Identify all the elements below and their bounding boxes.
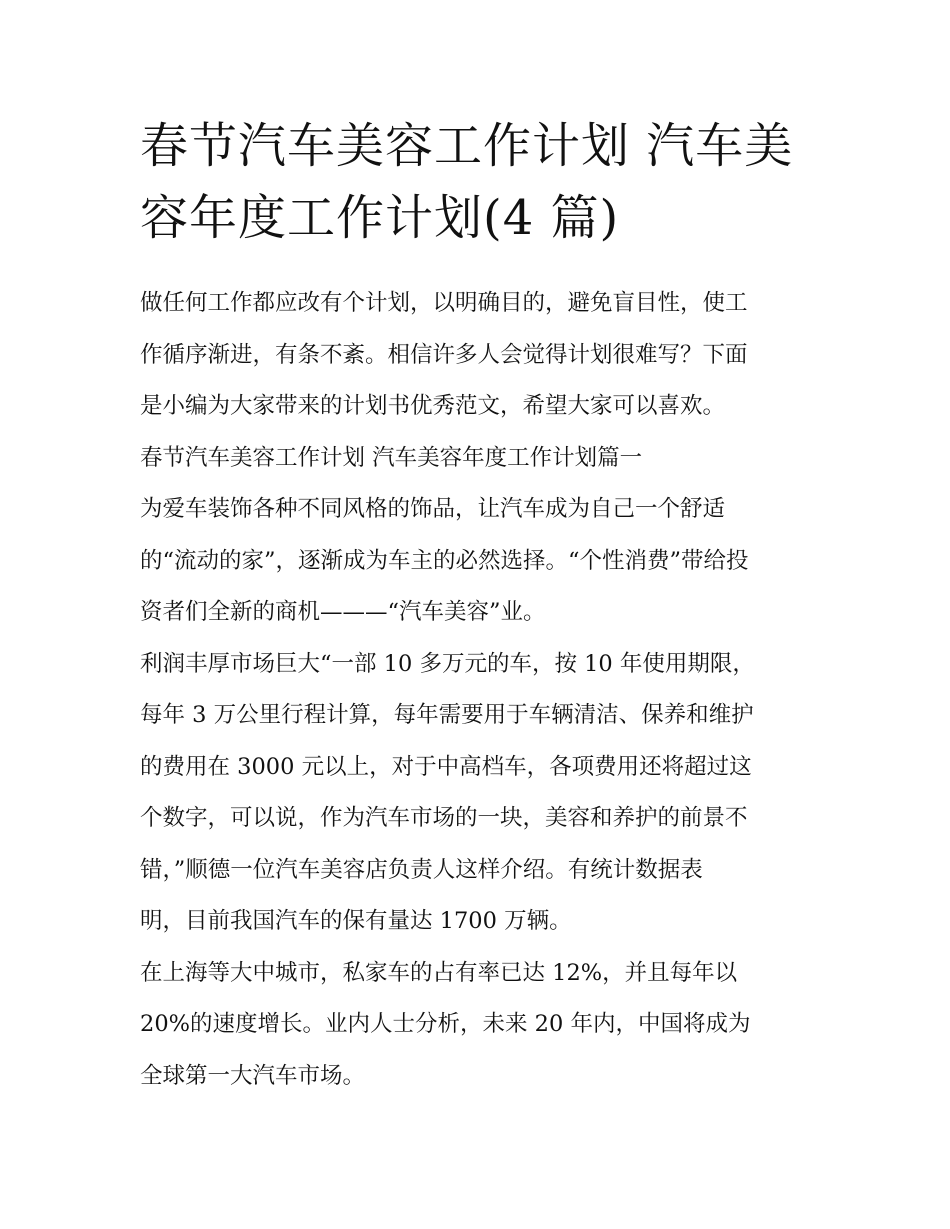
title-line-2: 容年度工作计划(4 篇) xyxy=(140,190,620,246)
text-line: 作循序渐进，有条不紊。相信许多人会觉得计划很难写？下面 xyxy=(140,341,748,368)
text-line: 利润丰厚市场巨大“一部 10 多万元的车，按 10 年使用期限， xyxy=(140,650,755,677)
paragraph-market xyxy=(140,639,830,948)
text-line: 在上海等大中城市，私家车的占有率已达 12%，并且每年以 xyxy=(140,959,738,986)
text-line: 全球第一大汽车市场。 xyxy=(140,1062,366,1089)
paragraph-growth xyxy=(140,948,830,1103)
paragraph-decoration xyxy=(140,484,830,639)
document-body xyxy=(140,278,830,1102)
text-line: 错，”顺德一位汽车美容店负责人这样介绍。有统计数据表 xyxy=(140,856,703,883)
text-line: 明，目前我国汽车的保有量达 1700 万辆。 xyxy=(140,908,572,934)
text-line: 为爱车装饰各种不同风格的饰品，让汽车成为自己一个舒适 xyxy=(140,496,726,522)
title-line-1: 春节汽车美容工作计划 汽车美 xyxy=(140,118,794,174)
text-line: 每年 3 万公里行程计算，每年需要用于车辆清洁、保养和维护 xyxy=(140,702,754,728)
text-line: 个数字，可以说，作为汽车市场的一块，美容和养护的前景不 xyxy=(140,805,748,831)
document-title xyxy=(140,110,820,254)
section-heading xyxy=(140,433,830,485)
text-line: 做任何工作都应改有个计划，以明确目的，避免盲目性，使工 xyxy=(140,290,748,316)
text-line: 20%的速度增长。业内人士分析，未来 20 年内，中国将成为 xyxy=(140,1011,751,1037)
paragraph-intro xyxy=(140,278,830,433)
text-line: 的“流动的家”，逐渐成为车主的必然选择。“个性消费”带给投 xyxy=(140,547,749,574)
text-line: 春节汽车美容工作计划 汽车美容年度工作计划篇一 xyxy=(140,444,643,471)
text-line: 的费用在 3000 元以上，对于中高档车，各项费用还将超过这 xyxy=(140,753,752,780)
text-line: 是小编为大家带来的计划书优秀范文，希望大家可以喜欢。 xyxy=(140,393,726,419)
text-line: 资者们全新的商机———“汽车美容”业。 xyxy=(140,599,546,625)
